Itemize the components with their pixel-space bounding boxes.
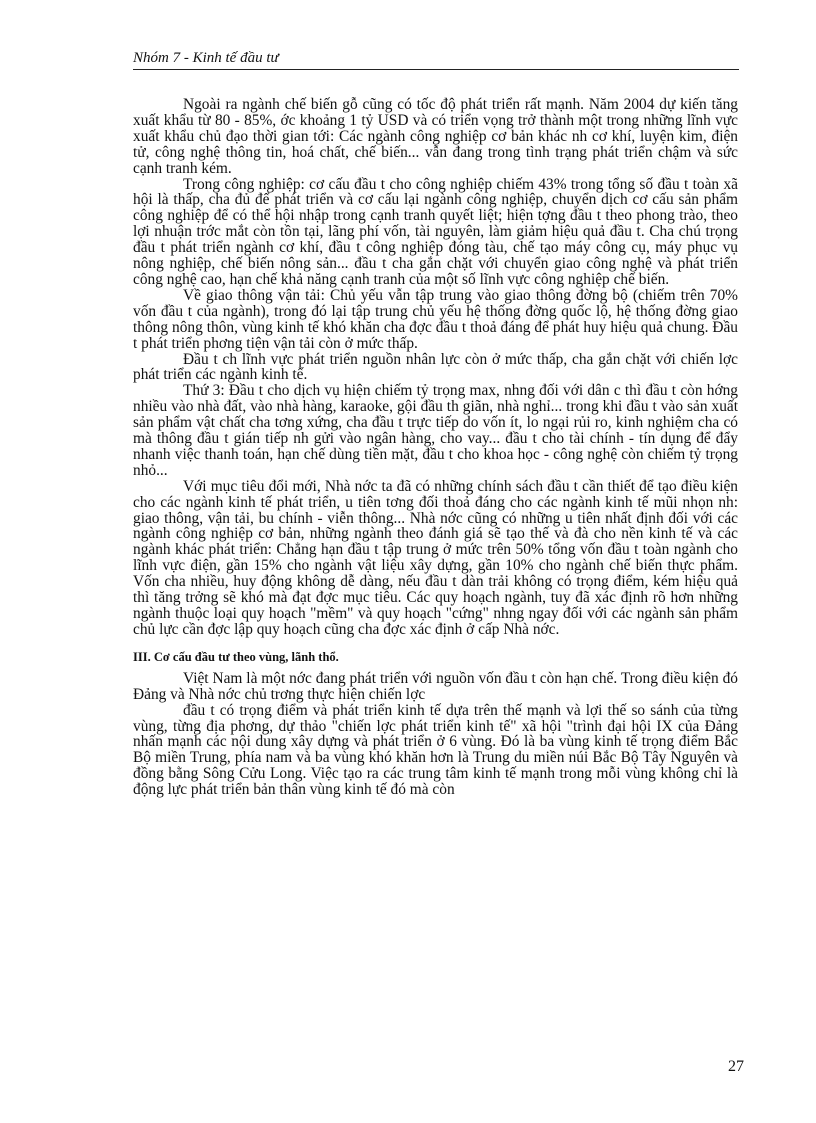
paragraph-policy: Với mục tiêu đổi mới, Nhà nớc ta đã có những chính sách đầu t cần thiết để tạo điều kiện cho các ngành kinh tế phát triển, u tiên tơng đối thoả đáng cho các ngành kinh tế mũi nhọn nh: giao thông, vận tải, bu chính - viễn thông... Nhà nớc cũng có những u tiên nhất định đối với các ngành công nghiệp cơ bản, những ngành theo đánh giá sẽ tạo thế và đà cho nền kinh tế và các ngành khác phát triển: Chẳng hạn đầu t tập trung ở mức trên 50% tổng vốn đầu t toàn ngành cho lĩnh vực điện, gần 15% cho ngành vật liệu xây dựng, gần 10% cho ngành chế biến thực phẩm. Vốn cha nhiều, huy động không dễ dàng, nếu đầu t dàn trải không có trọng điểm, kém hiệu quả thì tăng trởng sẽ khó mà đạt đợc mục tiêu. Các quy hoạch ngành, tuy đã xác định rõ hơn những ngành thuộc loại quy hoạch "mềm" và quy hoạch "cứng" nhng ngay đối với các ngành sản phẩm chủ lực cần đợc lập quy hoạch cũng cha đợc xác định ở cấp Nhà nớc. [133,477,738,638]
paragraph-industry: Trong công nghiệp: cơ cấu đầu t cho công nghiệp chiếm 43% trong tổng số đầu t toàn xã hội là thấp, cha đủ để phát triển và cơ cấu lại ngành công nghiệp, chuyển dịch cơ cấu sản phẩm công nghiệp để có thể hội nhập trong cạnh tranh quyết liệt; hiện tợng đầu t theo phong trào, theo lợi nhuận trớc mắt còn tồn tại, lãng phí vốn, tài nguyên, làm giảm hiệu quả đầu t. Cha chú trọng đầu t phát triển ngành cơ khí, đầu t công nghiệp đóng tàu, chế tạo máy công cụ, máy phục vụ nông nghiệp, chế biến nông sản... đầu t cha gắn chặt với chuyển giao công nghệ và phát triển công nghệ cao, hạn chế khả năng cạnh tranh của một số lĩnh vực công nghiệp chế biến. [133,175,738,288]
header-title: Nhóm 7 - Kinh tế đầu tư [133,50,739,70]
paragraph-human-resources: Đầu t ch lĩnh vực phát triển nguồn nhân lực còn ở mức thấp, cha gắn chặt với chiến lợc phát triển các ngành kinh tế. [133,350,738,384]
paragraph-wood-processing: Ngoài ra ngành chế biến gỗ cũng có tốc độ phát triển rất mạnh. Năm 2004 dự kiến tăng xuất khẩu từ 80 - 85%, ớc khoảng 1 tỷ USD và có triển vọng trở thành một trong những lĩnh vực xuất khẩu chủ đạo thời gian tới: Các ngành công nghiệp cơ bản khác nh cơ khí, luyện kim, điện tử, công nghệ thông tin, hoá chất, chế biến... vẫn đang trong tình trạng phát triển chậm và sức cạnh tranh kém. [133,96,738,177]
document-body [133,97,738,798]
paragraph-regions: đầu t có trọng điểm và phát triển kinh tế dựa trên thế mạnh và lợi thế so sánh của từng vùng, từng địa phơng, dự thảo "chiến lợc phát triển kinh tế" xã hội "trình đại hội IX của Đảng nhấn mạnh các nội dung xây dựng và phát triển ở 6 vùng. Đó là ba vùng kinh tế trọng điểm Bắc Bộ miền Trung, phía nam và ba vùng khó khăn hơn là Trung du miền núi Bắc Bộ Tây Nguyên và đồng bằng Sông Cửu Long. Việc tạo ra các trung tâm kinh tế mạnh trong mỗi vùng không chỉ là động lực phát triển bản thân vùng kinh tế đó mà còn [133,701,738,799]
page-header [133,50,739,70]
paragraph-transport: Về giao thông vận tải: Chủ yếu vẫn tập trung vào giao thông đờng bộ (chiếm trên 70% vốn đầu t của ngành), trong đó lại tập trung chủ yếu hệ thống đờng quốc lộ, hệ thống đờng giao thông nông thôn, vùng kinh tế khó khăn cha đợc đầu t thoả đáng để phát huy hiệu quả chung. Đầu t phát triển phơng tiện vận tải còn ở mức thấp. [133,286,738,352]
page-number: 27 [728,1058,744,1075]
section-heading: III. Cơ cấu đầu tư theo vùng, lãnh thổ. [133,649,339,664]
paragraph-vietnam: Việt Nam là một nớc đang phát triển với nguồn vốn đầu t còn hạn chế. Trong điều kiện đó Đảng và Nhà nớc chủ trơng thực hiện chiến lợc [133,669,738,703]
paragraph-services: Thứ 3: Đầu t cho dịch vụ hiện chiếm tỷ trọng max, nhng đối với dân c thì đầu t còn hớng nhiều vào nhà đất, vào nhà hàng, karaoke, gội đầu th giãn, nhà nghỉ... trong khi đầu t vào sản xuất sản phẩm vật chất cha tơng xứng, cha đầu t trực tiếp do vốn ít, lo ngại rủi ro, kinh nghiệm cha có mà thông đầu t gián tiếp nh gửi vào ngân hàng, cho vay... đầu t cho tài chính - tín dụng để đẩy nhanh việc thanh toán, hạn chế dùng tiền mặt, đầu t cho khoa học - công nghệ còn chiếm tỷ trọng nhỏ... [133,382,738,479]
